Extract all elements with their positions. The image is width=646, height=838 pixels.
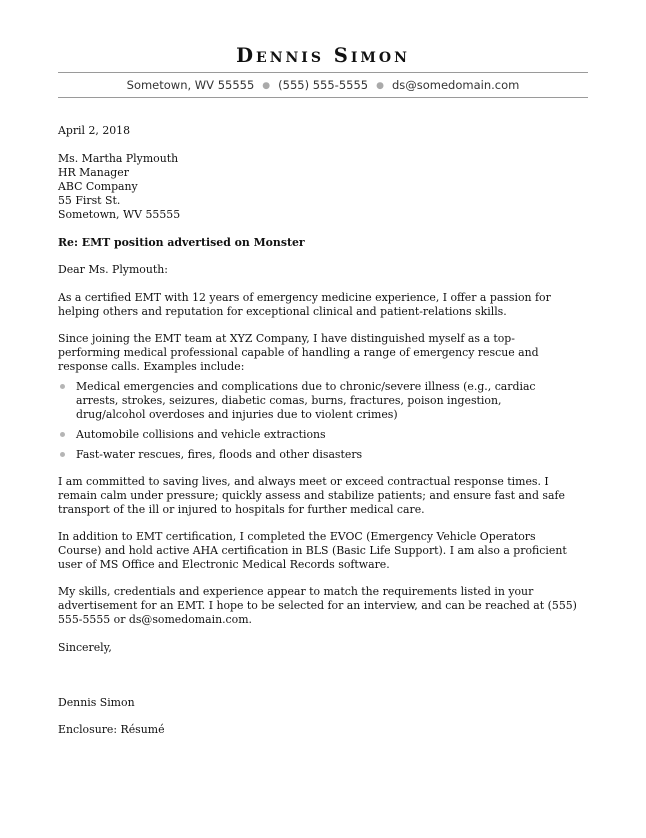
bullet-icon: [60, 384, 65, 389]
list-item: Automobile collisions and vehicle extractions: [58, 428, 592, 442]
examples-list: [58, 380, 592, 462]
bullet-icon: [60, 432, 65, 437]
contact-email: ds@somedomain.com: [391, 78, 520, 92]
recipient-line: HR Manager: [58, 165, 129, 179]
recipient-line: Sometown, WV 55555: [58, 207, 181, 221]
header-bottom-rule: [58, 97, 588, 98]
separator-dot-icon: ●: [262, 81, 271, 91]
recipient-address: [58, 152, 592, 222]
salutation: Dear Ms. Plymouth:: [58, 263, 168, 276]
contact-location: Sometown, WV 55555: [126, 78, 255, 92]
paragraph-experience: Since joining the EMT team at XYZ Company, I have distinguished myself as a top- performing medical professional capable of handling a range of emergency rescue and response calls. Examples include:: [58, 332, 539, 373]
closing-phrase: Sincerely,: [58, 641, 112, 654]
paragraph-closing: My skills, credentials and experience appear to match the requirements listed in your advertisement for an EMT. I hope to be selected for an interview, and can be reached at (555) 555-5555 or ds@somedomain.com.: [58, 585, 577, 626]
recipient-line: Ms. Martha Plymouth: [58, 152, 179, 165]
signature-name: Dennis Simon: [58, 696, 135, 709]
subject-line: Re: EMT position advertised on Monster: [58, 236, 305, 249]
paragraph-intro: As a certified EMT with 12 years of emergency medicine experience, I offer a passion for helping others and reputation for exceptional clinical and patient-relations skills.: [58, 291, 551, 318]
paragraph-commitment: I am committed to saving lives, and always meet or exceed contractual response times. I remain calm under pressure; quickly assess and stabilize patients; and ensure fast and safe transport of the ill or injured to hospitals for further medical care.: [58, 475, 565, 516]
letter-date: April 2, 2018: [58, 124, 131, 137]
header-top-rule: [58, 72, 588, 73]
list-item: Fast-water rescues, fires, floods and other disasters: [58, 448, 592, 462]
enclosure-note: Enclosure: Résumé: [58, 723, 165, 736]
contact-phone: (555) 555-5555: [278, 78, 369, 92]
paragraph-certification: In addition to EMT certification, I completed the EVOC (Emergency Vehicle Operators Course) and hold active AHA certification in BLS (Basic Life Support). I am also a proficient user of MS Office and Electronic Medical Records software.: [58, 530, 567, 571]
contact-line: [58, 78, 588, 92]
recipient-line: 55 First St.: [58, 193, 121, 207]
applicant-name: Dennis Simon: [236, 44, 410, 67]
recipient-line: ABC Company: [58, 179, 138, 193]
list-item: Medical emergencies and complications due to chronic/severe illness (e.g., cardiac arrests, strokes, seizures, diabetic comas, burns, fractures, poison ingestion, drug/alcohol overdoses and injuries due to violent crimes): [58, 380, 592, 422]
separator-dot-icon: ●: [376, 81, 384, 91]
bullet-icon: [60, 452, 65, 457]
